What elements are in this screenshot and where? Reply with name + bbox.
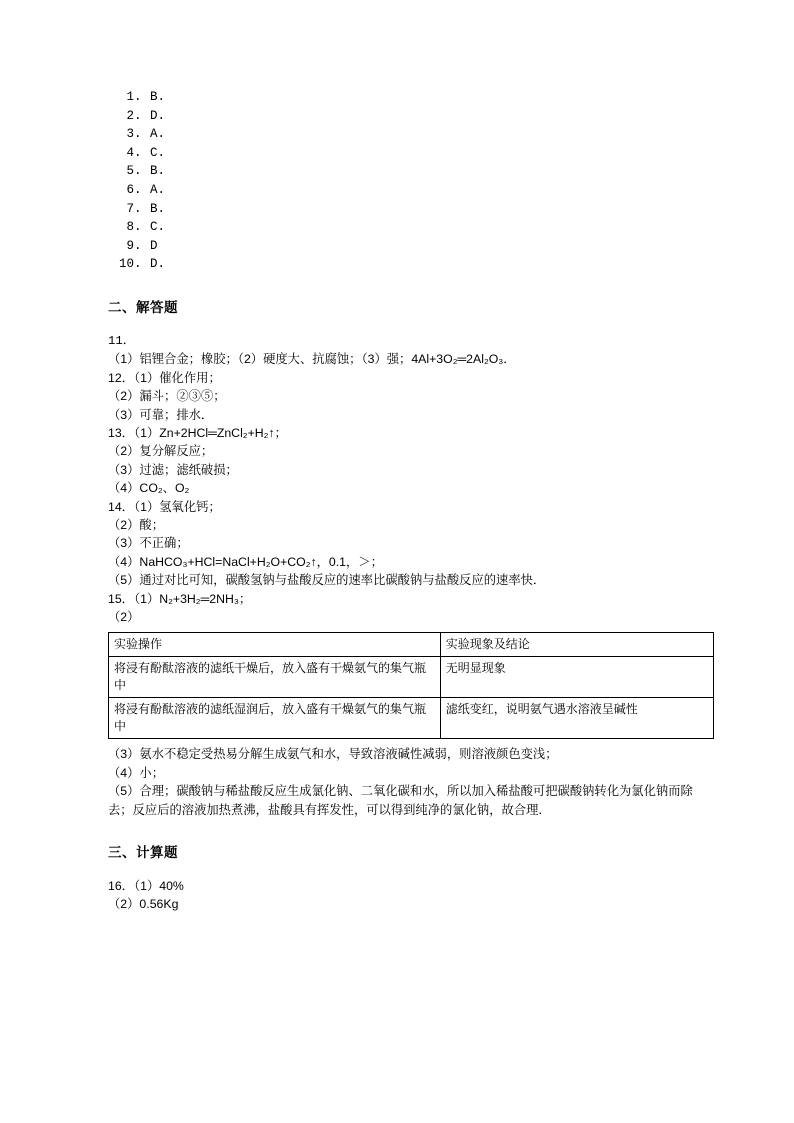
mc-answer: C. bbox=[150, 220, 166, 235]
list-item: 1. B. bbox=[108, 88, 714, 107]
list-item: 7. B. bbox=[108, 200, 714, 219]
question-13 bbox=[108, 424, 714, 498]
list-item: 5. B. bbox=[108, 162, 714, 181]
table-row bbox=[109, 698, 714, 739]
mc-number: 3 bbox=[126, 127, 134, 142]
list-item: 10. D. bbox=[108, 255, 714, 274]
table-row bbox=[109, 657, 714, 698]
table-header-row bbox=[109, 633, 714, 657]
question-11 bbox=[108, 332, 714, 369]
table-cell-result: 无明显现象 bbox=[440, 657, 713, 698]
question-15 bbox=[108, 590, 714, 819]
mc-answer: A. bbox=[150, 127, 166, 142]
multiple-choice-answer-list bbox=[108, 88, 714, 274]
q15-line-1: 15．（1）N₂+3H₂═2NH₃； bbox=[108, 591, 252, 606]
q13-line-1: 13．（1）Zn+2HCl═ZnCl₂+H₂↑； bbox=[108, 425, 287, 440]
q15-line-3: （3）氨水不稳定受热易分解生成氨气和水，导致溶液碱性减弱，则溶液颜色变浅； bbox=[108, 747, 558, 762]
mc-number: 2 bbox=[126, 108, 134, 123]
table-cell-operation: 将浸有酚酞溶液的滤纸湿润后，放入盛有干燥氨气的集气瓶中 bbox=[109, 698, 441, 739]
q14-line-2: （2）酸； bbox=[108, 518, 165, 532]
mc-answer: B. bbox=[150, 164, 166, 179]
list-item: 8. C. bbox=[108, 218, 714, 237]
mc-answer: D. bbox=[150, 257, 166, 272]
q11-label: 11． bbox=[108, 333, 136, 348]
table-header-operation: 实验操作 bbox=[109, 633, 441, 657]
mc-number: 4 bbox=[126, 145, 134, 160]
list-item: 3. A. bbox=[108, 125, 714, 144]
mc-number: 6 bbox=[126, 182, 134, 197]
mc-answer: B. bbox=[150, 201, 166, 216]
question-16 bbox=[108, 877, 714, 914]
q16-line-2: （2）0.56Kg bbox=[108, 897, 179, 912]
q13-line-3: （3）过滤；滤纸破损； bbox=[108, 462, 238, 477]
q12-line-2: （2）漏斗；②③⑤； bbox=[108, 389, 226, 404]
q15-line-2: （2） bbox=[108, 610, 140, 625]
mc-answer: A. bbox=[150, 182, 166, 197]
mc-number: 10 bbox=[118, 257, 134, 272]
q13-line-2: （2）复分解反应； bbox=[108, 444, 214, 459]
list-item: 9. D bbox=[108, 237, 714, 256]
section-heading-calculation: 三、计算题 bbox=[108, 845, 178, 861]
mc-answer: D bbox=[150, 238, 158, 253]
q15-line-4: （4）小； bbox=[108, 765, 165, 780]
mc-number: 5 bbox=[126, 164, 134, 179]
q11-line-1: （1）铝锂合金；橡胶；（2）硬度大、抗腐蚀；（3）强；4Al+3O₂═2Al₂O₃． bbox=[108, 352, 516, 367]
mc-answer: D. bbox=[150, 108, 166, 123]
q12-line-3: （3）可靠；排水． bbox=[108, 407, 214, 422]
section-heading-answers: 二、解答题 bbox=[108, 299, 178, 315]
list-item: 4. C. bbox=[108, 144, 714, 163]
experiment-table bbox=[108, 632, 714, 739]
q14-line-4: （4）NaHCO₃+HCl=NaCl+H₂O+CO₂↑，0.1，＞； bbox=[108, 554, 383, 569]
list-item: 6. A. bbox=[108, 181, 714, 200]
q14-line-3: （3）不正确； bbox=[108, 536, 189, 551]
q13-line-4: （4）CO₂、O₂ bbox=[108, 481, 190, 496]
list-item: 2. D. bbox=[108, 107, 714, 126]
q12-line-1: 12．（1）催化作用； bbox=[108, 370, 221, 385]
mc-number: 9 bbox=[126, 238, 134, 253]
mc-number: 7 bbox=[126, 201, 134, 216]
table-header-result: 实验现象及结论 bbox=[440, 633, 713, 657]
question-12 bbox=[108, 369, 714, 424]
q16-line-1: 16．（1）40% bbox=[108, 879, 184, 894]
q15-line-5: （5）合理；碳酸钠与稀盐酸反应生成氯化钠、二氧化碳和水，所以加入稀盐酸可把碳酸钠转化为氯化钠而除去；反应后的溶液加热煮沸，盐酸具有挥发性，可以得到纯净的氯化钠，故合理． bbox=[108, 784, 693, 817]
q14-line-5: （5）通过对比可知，碳酸氢钠与盐酸反应的速率比碳酸钠与盐酸反应的速率快． bbox=[108, 573, 546, 588]
table-cell-operation: 将浸有酚酞溶液的滤纸干燥后，放入盛有干燥氨气的集气瓶中 bbox=[109, 657, 441, 698]
table-cell-result: 滤纸变红，说明氨气遇水溶液呈碱性 bbox=[440, 698, 713, 739]
mc-number: 1 bbox=[126, 90, 134, 104]
mc-number: 8 bbox=[126, 220, 134, 235]
mc-answer: B. bbox=[150, 90, 166, 104]
mc-answer: C. bbox=[150, 145, 166, 160]
question-14 bbox=[108, 498, 714, 590]
q14-line-1: 14．（1）氢氧化钙； bbox=[108, 499, 221, 514]
